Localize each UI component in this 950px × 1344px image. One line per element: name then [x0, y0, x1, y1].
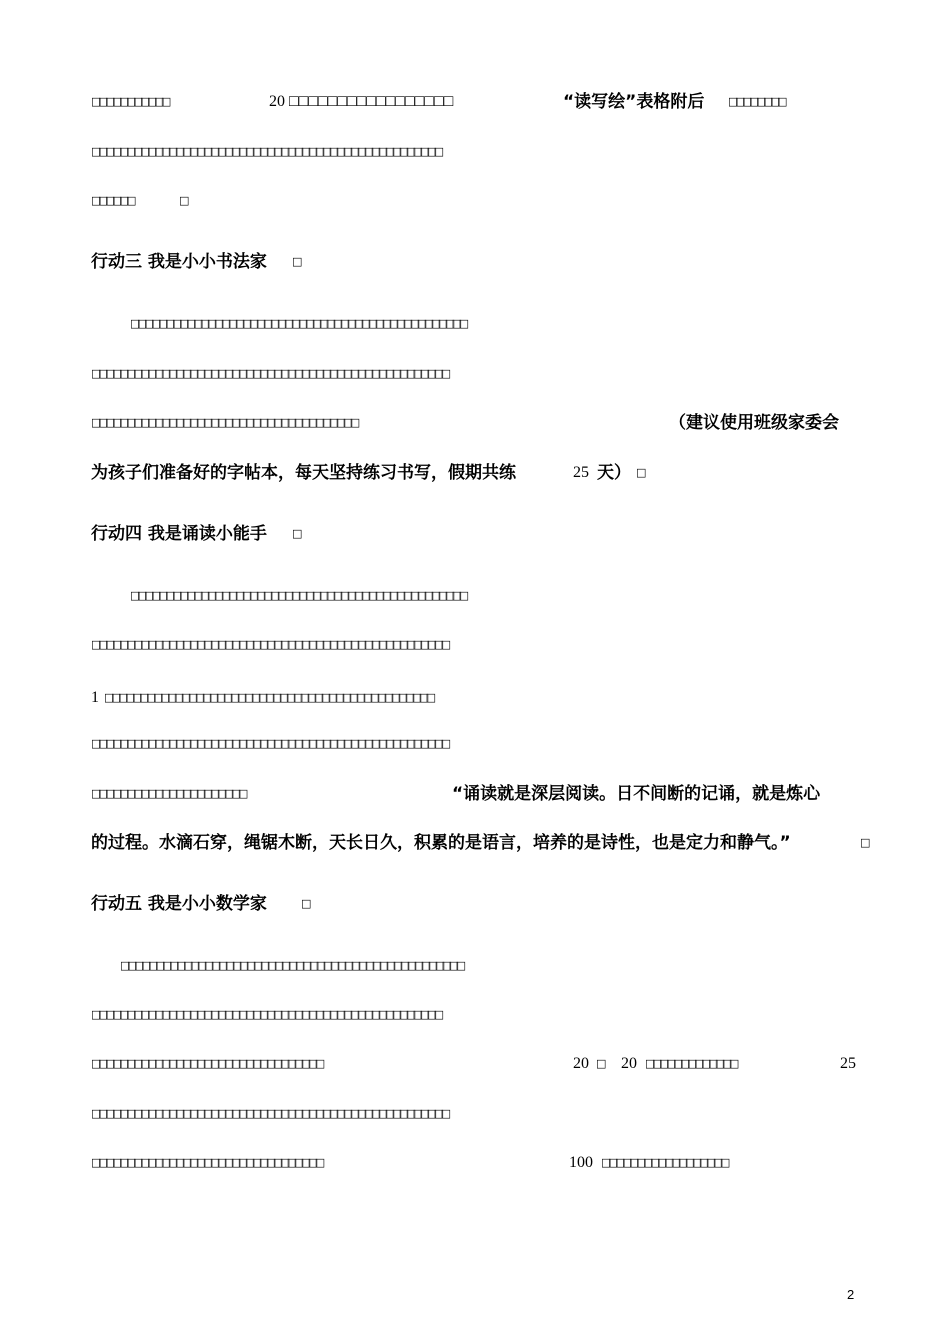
text-line-6 [0, 408, 950, 438]
bold-text: 天） [597, 463, 631, 483]
text-segment: □□□□□□□□□□□□□□□□□□□□□□□□□□□□□□□□□□□□□□□□□□□□□□□□□□□ [91, 367, 448, 380]
text-line-17 [0, 1099, 950, 1129]
text-segment: □□□□□□□□□□□□□ [645, 1057, 736, 1070]
bold-text: “读写绘”表格附后 [563, 92, 705, 112]
page-number: 2 [847, 1287, 855, 1302]
text-segment: □ [596, 1057, 603, 1070]
text-line-9 [0, 630, 950, 660]
text-segment: □□□□□□□□□□□□□□□□□□□□□□□□□□□□□□□□□□□□□□□□□□□□□□□ [104, 691, 433, 704]
text-line-14 [0, 951, 950, 981]
text-segment: 25 [573, 464, 589, 481]
text-segment: 100 [569, 1154, 593, 1171]
text-line-12 [0, 779, 950, 809]
bold-text: （建议使用班级家委会 [669, 413, 839, 433]
text-line-7 [0, 458, 950, 488]
text-segment: 20 [573, 1055, 589, 1072]
text-segment: 20 [621, 1055, 637, 1072]
text-segment: □□□□□□□□□□□□□□□□□□□□□□□□□□□□□□□□□□□□□□□□□□□□□□□□□□□ [91, 1107, 448, 1120]
heading-text: 行动三 我是小小书法家 [91, 252, 267, 272]
text-segment: □□□□□□□□□□□ [91, 95, 168, 108]
text-segment: □□□□□□□□□□□□□□□□□□ [601, 1156, 727, 1169]
bold-text: “诵读就是深层阅读。日不间断的记诵，就是炼心 [452, 784, 821, 804]
bold-text: 的过程。水滴石穿，绳锯木断，天长日久，积累的是语言，培养的是诗性，也是定力和静气。” [91, 833, 791, 853]
text-segment: □□□□□□□□□□□□□□□□□□□□□□□□□□□□□□□□□□□□□□ [91, 416, 357, 429]
text-segment: □ [301, 897, 308, 910]
text-segment: 20 □□□□□□□□□□□□□□□□□ [269, 93, 454, 110]
text-segment: □ [179, 194, 186, 207]
text-segment: □ [860, 836, 867, 849]
text-line-11 [0, 729, 950, 759]
text-segment: □□□□□□□□□□□□□□□□□□□□□□□□□□□□□□□□□□□□□□□□□□□□□□□□ [130, 317, 466, 330]
text-line-5 [0, 359, 950, 389]
text-segment: □□□□□□□□□□□□□□□□□□□□□□□□□□□□□□□□□ [91, 1057, 322, 1070]
text-segment: □□□□□□□□□□□□□□□□□□□□□□□□□□□□□□□□□ [91, 1156, 322, 1169]
text-line-3 [0, 186, 950, 216]
text-segment: □ [292, 255, 299, 268]
text-segment: □□□□□□□□□□□□□□□□□□□□□□□□□□□□□□□□□□□□□□□□□□□□□□□□□□ [91, 145, 441, 158]
text-line-8 [0, 581, 950, 611]
text-line-4 [0, 309, 950, 339]
section-heading-5 [0, 889, 950, 919]
text-segment: □□□□□□□□□□□□□□□□□□□□□□□□□□□□□□□□□□□□□□□□□□□□□□□□□□ [91, 1008, 441, 1021]
bold-text: 为孩子们准备好的字帖本，每天坚持练习书写，假期共练 [91, 463, 516, 483]
text-line-16 [0, 1049, 950, 1079]
text-line-2 [0, 137, 950, 167]
text-segment: □ [636, 466, 643, 479]
text-segment: □□□□□□□□□□□□□□□□□□□□□□□□□□□□□□□□□□□□□□□□□□□□□□□□□□□ [91, 737, 448, 750]
text-line-1 [0, 87, 950, 117]
text-segment: □□□□□□□□□□□□□□□□□□□□□□□□□□□□□□□□□□□□□□□□□□□□□□□□ [130, 589, 466, 602]
text-segment: □□□□□□□□□□□□□□□□□□□□□□□□□□□□□□□□□□□□□□□□□□□□□□□□□ [120, 959, 463, 972]
heading-text: 行动五 我是小小数学家 [91, 894, 267, 914]
text-segment: □□□□□□ [91, 194, 133, 207]
heading-text: 行动四 我是诵读小能手 [91, 524, 267, 544]
list-number: 1 [91, 689, 99, 706]
section-heading-3 [0, 247, 950, 277]
text-segment: □ [292, 527, 299, 540]
section-heading-4 [0, 519, 950, 549]
text-segment: 25 [840, 1055, 856, 1072]
text-line-18 [0, 1148, 950, 1178]
text-line-13 [0, 828, 950, 858]
text-line-15 [0, 1000, 950, 1030]
text-segment: □□□□□□□□□□□□□□□□□□□□□□ [91, 787, 245, 800]
text-segment: □□□□□□□□□□□□□□□□□□□□□□□□□□□□□□□□□□□□□□□□□□□□□□□□□□□ [91, 638, 448, 651]
text-segment: □□□□□□□□ [728, 95, 784, 108]
text-line-10 [0, 683, 950, 713]
